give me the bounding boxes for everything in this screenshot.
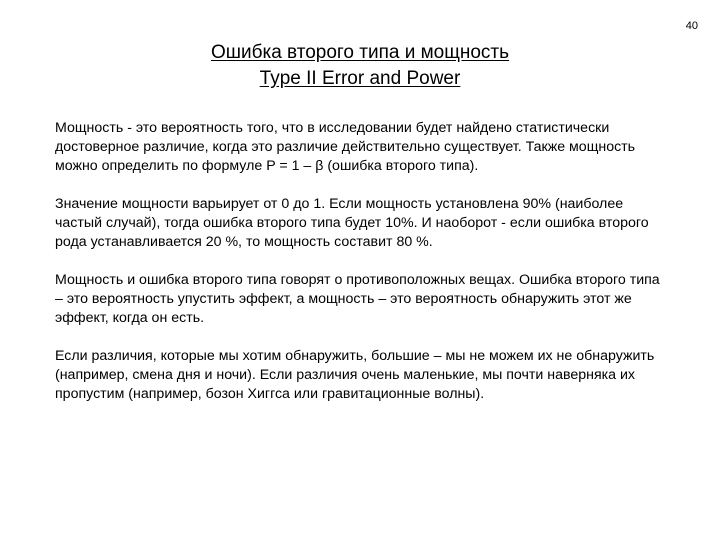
paragraph-power-definition: Мощность - это вероятность того, что в исследовании будет найдено статистически достоверное различие, когда это различие действительно существует. Также мощность можно определить по формуле P = 1 – β (ошибка второго типа).	[55, 120, 636, 174]
slide-title	[0, 40, 720, 92]
paragraph-opposites: Мощность и ошибка второго типа говорят о противоположных вещах. Ошибка второго типа – это вероятность упустить эффект, а мощность – это вероятность обнаружить этот же эффект, когда он есть.	[55, 272, 660, 326]
title-english: Type II Error and Power	[259, 68, 461, 89]
page-number: 40	[685, 20, 698, 32]
title-russian: Ошибка второго типа и мощность	[210, 42, 510, 63]
paragraph-effect-size: Если различия, которые мы хотим обнаружить, большие – мы не можем их не обнаружить (например, смена дня и ночи). Если различия очень маленькие, мы почти наверняка их пропустим (например, бозон Хиггса или гравитационные волны).	[55, 348, 655, 402]
slide-body	[55, 119, 670, 423]
paragraph-power-range: Значение мощности варьирует от 0 до 1. Если мощность установлена 90% (наиболее частый случай), тогда ошибка второго типа будет 10%. И наоборот - если ошибка второго рода устанавливается 20 %, то мощность составит 80 %.	[55, 196, 649, 250]
